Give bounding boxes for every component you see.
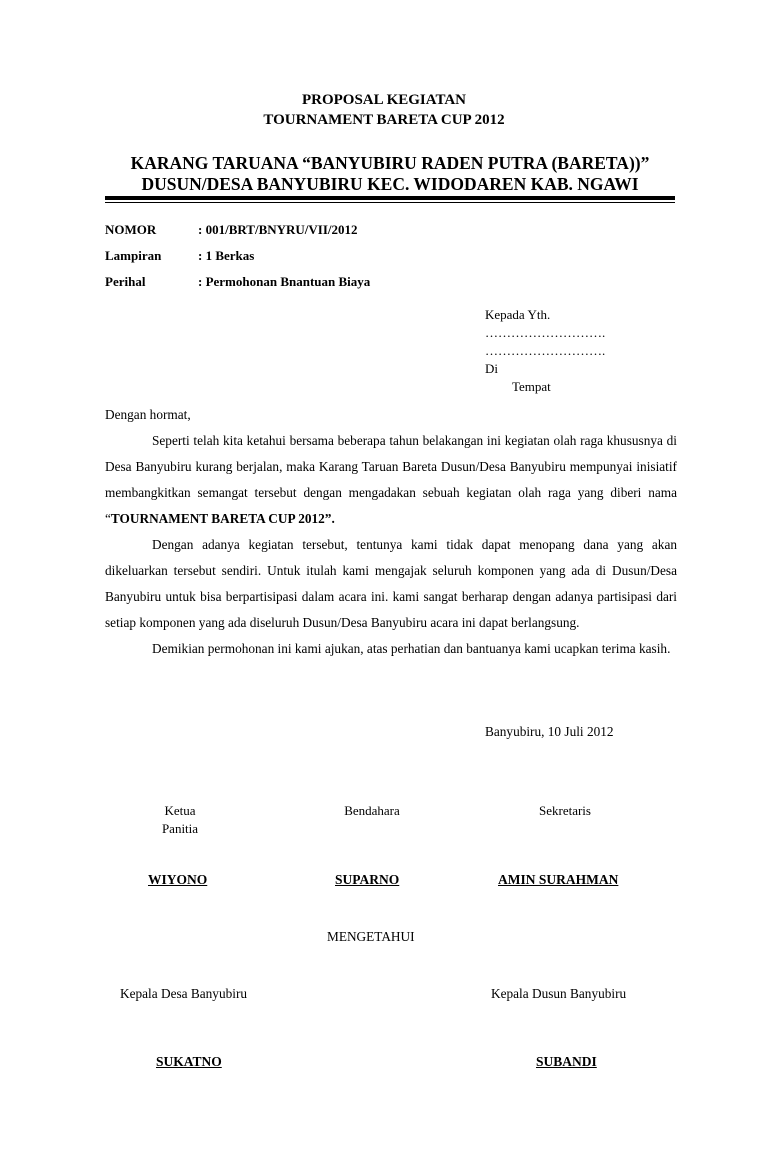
event-title: TOURNAMENT BARETA CUP 2012 xyxy=(263,112,505,128)
place-date: Banyubiru, 10 Juli 2012 xyxy=(485,724,614,739)
recipient-line: ………………………. xyxy=(485,343,606,358)
kadus-role: Kepala Dusun Banyubiru xyxy=(491,986,627,1001)
header-divider-thick xyxy=(105,196,675,200)
bendahara-role: Bendahara xyxy=(344,803,400,818)
kades-role: Kepala Desa Banyubiru xyxy=(120,986,248,1001)
letter-body xyxy=(105,402,677,662)
ketua-role xyxy=(140,802,220,838)
recipient-line: Di xyxy=(485,361,498,376)
sekretaris-signature-name: AMIN SURAHMAN xyxy=(498,872,619,887)
organization-address: DUSUN/DESA BANYUBIRU KEC. WIDODAREN KAB. NGAWI xyxy=(141,174,639,194)
meta-label: NOMOR xyxy=(105,222,157,237)
ketua-role-line: Panitia xyxy=(161,821,199,836)
meta-value: : 001/BRT/BNYRU/VII/2012 xyxy=(198,222,358,237)
recipient-line: Kepada Yth. xyxy=(485,307,551,322)
ketua-role-line: Ketua xyxy=(164,803,196,818)
paragraph-1-text: Seperti telah kita ketahui bersama beberapa tahun belakangan ini kegiatan olah raga khususnya di Desa Banyubiru kurang berjalan, maka Karang Taruan Bareta Dusun/Desa Banyubiru mempunyai inisiatif membangkitkan semangat tersebut dengan mengadakan sebuah kegiatan olah raga yang diberi nama “ xyxy=(105,433,677,526)
paragraph-3: Demikian permohonan ini kami ajukan, atas perhatian dan bantuanya kami ucapkan terima kasih. xyxy=(152,641,671,656)
recipient-block xyxy=(485,306,605,396)
paragraph-1 xyxy=(105,428,677,532)
document-title: PROPOSAL KEGIATAN xyxy=(301,92,467,108)
recipient-line: ………………………. xyxy=(485,325,606,340)
mengetahui-label: MENGETAHUI xyxy=(327,929,415,944)
paragraph-1-emphasis: TOURNAMENT BARETA CUP 2012”. xyxy=(110,511,335,526)
paragraph-2: Dengan adanya kegiatan tersebut, tentunya kami tidak dapat menopang dana yang akan dikeluarkan tersebut sendiri. Untuk itulah kami mengajak seluruh komponen yang ada di Dusun/Desa Banyubiru untuk bisa berpartisipasi dalam acara ini. kami sangat berharap dengan adanya partisipasi dari setiap komponen yang ada diseluruh Dusun/Desa Banyubiru acara ini dapat berlangsung. xyxy=(105,537,677,630)
sekretaris-role: Sekretaris xyxy=(539,803,591,818)
meta-value: : 1 Berkas xyxy=(198,248,255,263)
recipient-line: Tempat xyxy=(512,379,551,394)
header-divider-thin xyxy=(105,202,675,203)
greeting: Dengan hormat, xyxy=(105,407,191,422)
kadus-signature-name: SUBANDI xyxy=(536,1054,597,1069)
meta-value: : Permohonan Bnantuan Biaya xyxy=(198,274,371,289)
bendahara-signature-name: SUPARNO xyxy=(335,872,400,887)
kades-signature-name: SUKATNO xyxy=(156,1054,222,1069)
ketua-signature-name: WIYONO xyxy=(148,872,208,887)
organization-name: KARANG TARUANA “BANYUBIRU RADEN PUTRA (BARETA))” xyxy=(130,153,650,173)
meta-label: Perihal xyxy=(105,274,146,289)
meta-label: Lampiran xyxy=(105,248,162,263)
